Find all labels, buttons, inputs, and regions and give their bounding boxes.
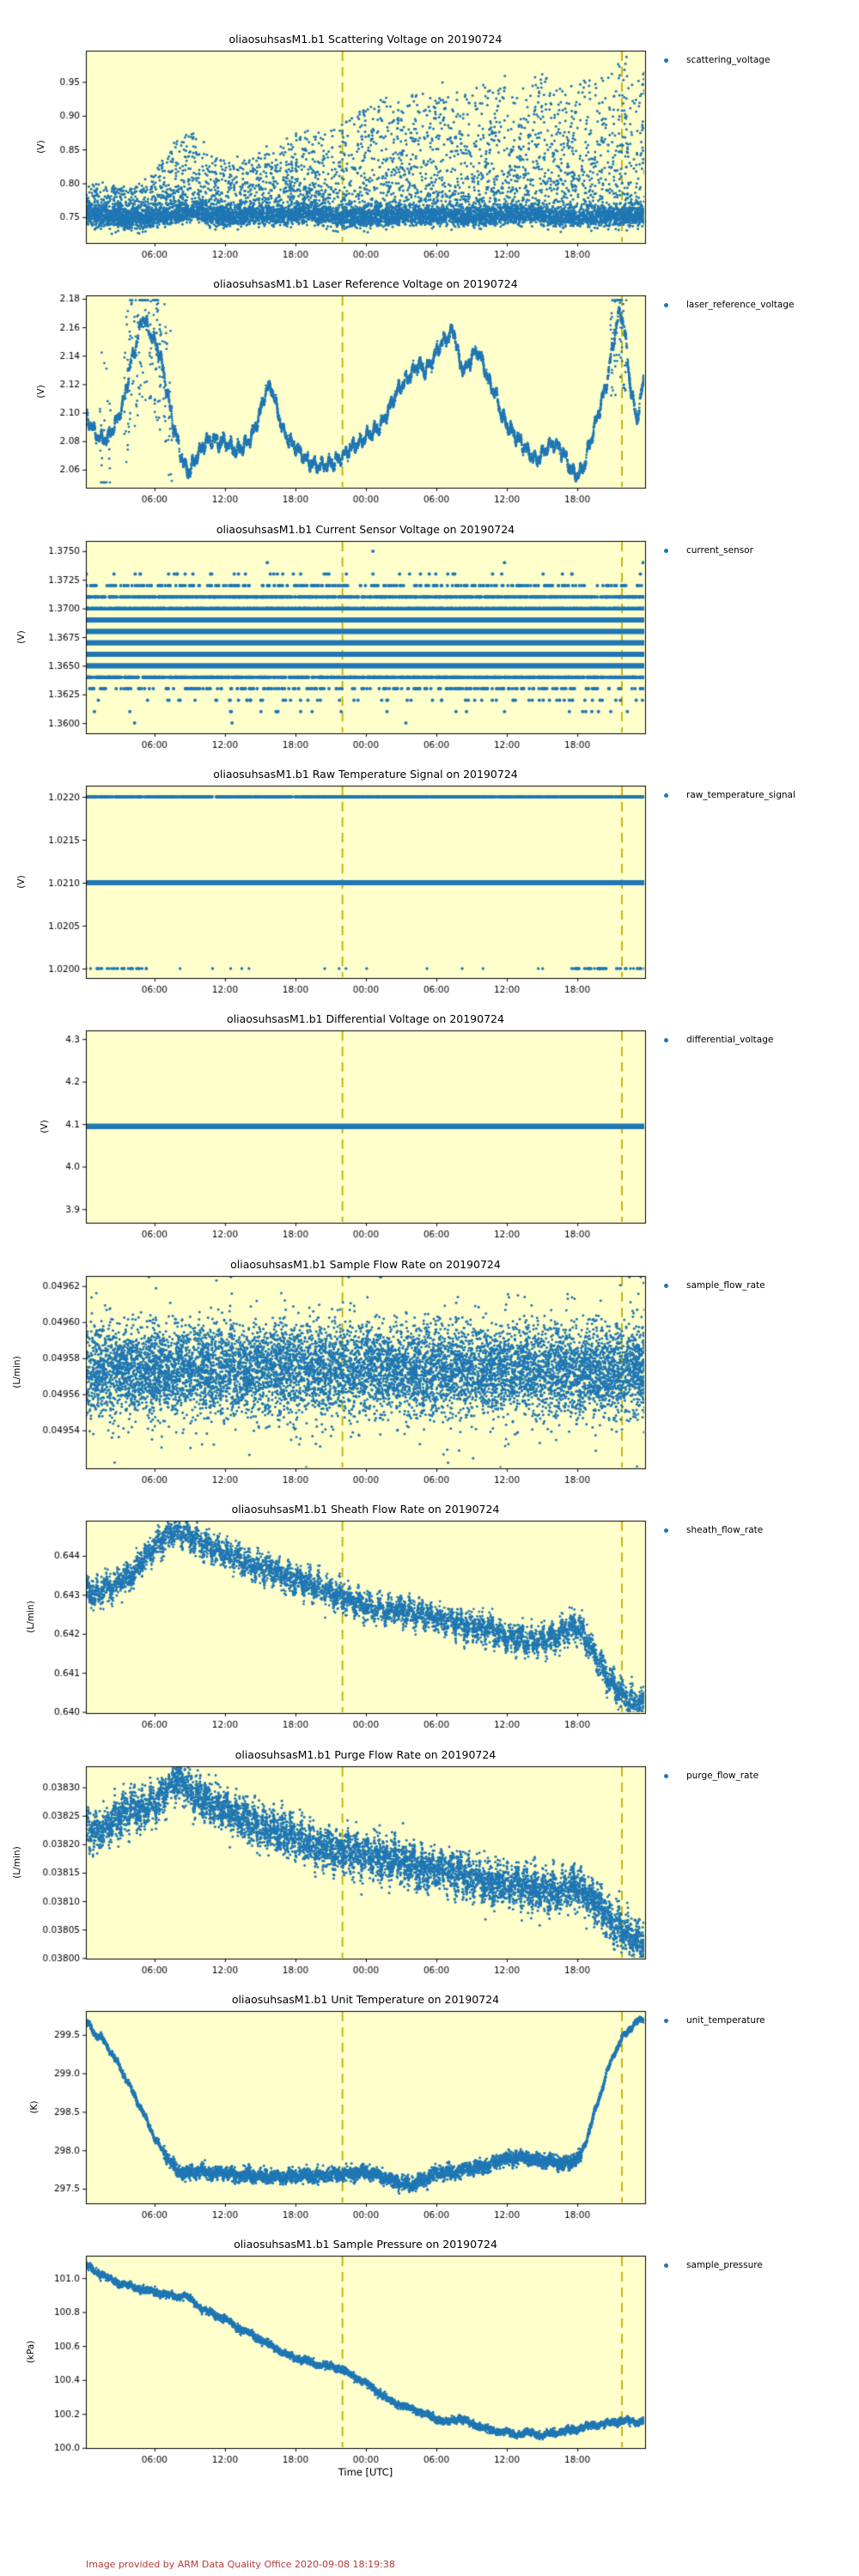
legend-sheath-flow-rate xyxy=(661,1523,763,1537)
legend-marker-icon xyxy=(664,2019,668,2023)
legend-marker-icon xyxy=(664,1284,668,1288)
legend-marker-icon xyxy=(664,793,668,798)
panel-title-differential-voltage: oliaosuhsasM1.b1 Differential Voltage on 20190724 xyxy=(227,1012,504,1025)
panel-title-sample-pressure: oliaosuhsasM1.b1 Sample Pressure on 20190724 xyxy=(234,2238,497,2251)
legend-marker-icon xyxy=(664,1038,668,1042)
legend-label: unit_temperature xyxy=(686,2015,765,2026)
legend-marker-icon xyxy=(664,303,668,307)
panel-title-purge-flow-rate: oliaosuhsasM1.b1 Purge Flow Rate on 20190724 xyxy=(235,1748,497,1761)
legend-label: laser_reference_voltage xyxy=(686,300,795,310)
panel-title-sample-flow-rate: oliaosuhsasM1.b1 Sample Flow Rate on 20190724 xyxy=(230,1258,501,1271)
legend-label: purge_flow_rate xyxy=(686,1771,759,1781)
legend-raw-temperature-signal xyxy=(661,788,795,802)
legend-label: sample_pressure xyxy=(686,2260,763,2270)
y-axis-label: (V) xyxy=(40,1120,50,1133)
legend-marker-icon xyxy=(664,549,668,553)
legend-sample-pressure xyxy=(661,2258,763,2272)
panel-title-sheath-flow-rate: oliaosuhsasM1.b1 Sheath Flow Rate on 20190724 xyxy=(231,1503,500,1516)
legend-differential-voltage xyxy=(661,1033,773,1047)
legend-marker-icon xyxy=(664,58,668,63)
legend-current-sensor xyxy=(661,544,753,557)
panel-title-scattering-voltage: oliaosuhsasM1.b1 Scattering Voltage on 20190724 xyxy=(228,33,503,46)
legend-label: current_sensor xyxy=(686,545,753,556)
y-axis-label: (L/min) xyxy=(26,1601,36,1633)
legend-label: raw_temperature_signal xyxy=(686,790,795,800)
footer-credit: Image provided by ARM Data Quality Office 2020-09-08 18:19:38 xyxy=(86,2559,395,2570)
y-axis-label: (L/min) xyxy=(12,1356,22,1388)
legend-label: sheath_flow_rate xyxy=(686,1525,764,1535)
panel-title-laser-reference-voltage: oliaosuhsasM1.b1 Laser Reference Voltage on 20190724 xyxy=(213,277,518,290)
legend-label: scattering_voltage xyxy=(686,55,771,65)
y-axis-label: (L/min) xyxy=(12,1846,22,1879)
legend-marker-icon xyxy=(664,1528,668,1533)
y-axis-label: (V) xyxy=(16,630,27,644)
legend-label: sample_flow_rate xyxy=(686,1280,765,1291)
x-axis-label: Time [UTC] xyxy=(338,2466,393,2478)
y-axis-label: (kPa) xyxy=(26,2340,36,2364)
legend-purge-flow-rate xyxy=(661,1769,758,1783)
y-axis-label: (V) xyxy=(16,875,27,889)
legend-marker-icon xyxy=(664,1774,668,1778)
legend-scattering-voltage xyxy=(661,53,770,67)
y-axis-label: (K) xyxy=(29,2100,40,2114)
panel-title-raw-temperature-signal: oliaosuhsasM1.b1 Raw Temperature Signal on 20190724 xyxy=(213,768,518,781)
legend-sample-flow-rate xyxy=(661,1279,765,1292)
panel-title-unit-temperature: oliaosuhsasM1.b1 Unit Temperature on 20190724 xyxy=(231,1993,500,2006)
panel-title-current-sensor-voltage: oliaosuhsasM1.b1 Current Sensor Voltage on 20190724 xyxy=(216,523,515,536)
legend-laser-reference-voltage xyxy=(661,298,794,312)
y-axis-label: (V) xyxy=(36,140,46,154)
legend-marker-icon xyxy=(664,2263,668,2268)
legend-label: differential_voltage xyxy=(686,1035,774,1045)
y-axis-label: (V) xyxy=(36,385,46,398)
legend-unit-temperature xyxy=(661,2014,765,2027)
